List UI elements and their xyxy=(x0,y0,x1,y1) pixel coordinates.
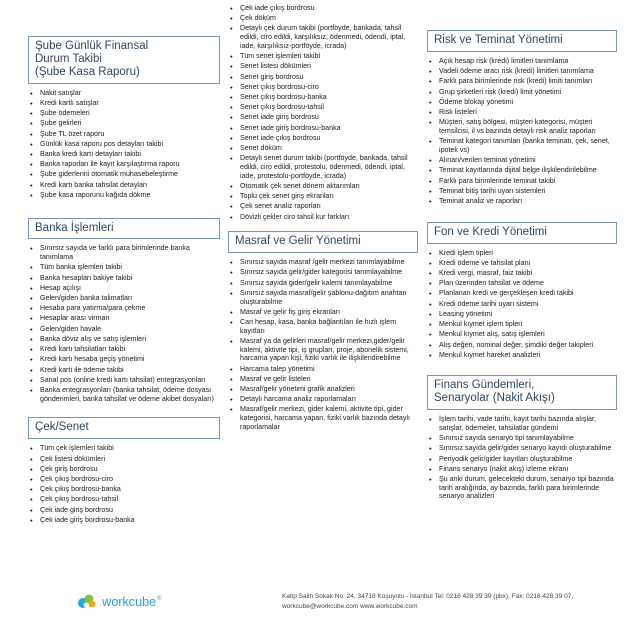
list-item: • Tüm banka işlemleri takibi xyxy=(28,263,220,272)
list-item: • Banka hesapları bakiye takibi xyxy=(28,274,220,283)
list-masraf-gelir xyxy=(228,258,418,431)
list-sube-finansal xyxy=(28,89,220,200)
list-item: • Kredi kartı banka tahsilat detayları xyxy=(28,181,220,190)
list-item: • Şube giderlerini otomatik muhasebeleştirme xyxy=(28,170,220,179)
list-item: • Şube ödemeleri xyxy=(28,109,220,118)
list-item: • Teminat kategori tanımları (banka teminatı, çek, senet, ipotek vs) xyxy=(427,137,617,154)
list-item: • Teminat kayıtlarında dijital belge ilişkilendirilebilme xyxy=(427,166,617,175)
list-item: • Çek çıkış bordrosu-banka xyxy=(28,485,220,494)
list-item: • Planlanan kredi ve gerçekleşen kredi takibi xyxy=(427,289,617,298)
footer-contact xyxy=(282,592,622,613)
list-item: • Sınırsız sayıda gider/gelir kalemi tanımlayabilme xyxy=(228,279,418,288)
footer-address: Katip Salih Sokak No: 24, 34718 Koşuyolu - İstanbul Tel: 0216 428 39 39 (pbx), Fax: 0216 428 39 07, xyxy=(282,593,574,600)
list-item: • Teminat bitiş tarihi uyarı sistemleri xyxy=(427,187,617,196)
list-item: • Masraf/gelir merkezi, gider kalemi, aktivite tipi, gider kategorisi, harcama yapan, fiziki varlık bazında detaylı raporlamalar xyxy=(228,405,418,431)
list-item: • Senet iade giriş bordrosu-banka xyxy=(228,124,418,133)
list-item: • Risk listeleri xyxy=(427,108,617,117)
list-item: • Senet listesi dökümleri xyxy=(228,62,418,71)
list-item: • Hesaba para yatırma/para çekme xyxy=(28,304,220,313)
list-item: • Çek giriş bordrosu xyxy=(28,465,220,474)
list-item: • Masraf ve gelir listeleri xyxy=(228,375,418,384)
list-item: • Çek iade giriş bordrosu-banka xyxy=(28,516,220,525)
list-item: • Otomatik çek senet dönem aktarımları xyxy=(228,182,418,191)
list-item: • Çek çıkış bordrosu-tahsil xyxy=(28,495,220,504)
list-item: • Plan üzerinden tahsilat ve ödeme xyxy=(427,279,617,288)
registered-mark: ® xyxy=(157,595,162,602)
list-item: • Grup şirketleri risk (kredi) limit yönetimi xyxy=(427,88,617,97)
column-middle xyxy=(228,0,418,433)
list-item: • Kredi ödeme ve tahsilat planı xyxy=(427,259,617,268)
section-title-masraf-gelir xyxy=(228,231,418,253)
list-risk-teminat xyxy=(427,57,617,206)
list-item: • Kredi kartı hesaba geçiş yönetimi xyxy=(28,355,220,364)
section-title-sube-finansal xyxy=(28,36,220,84)
list-item: • Sınırsız sayıda masraf/gelir şablonu-dağıtım anahtarı oluşturabilme xyxy=(228,289,418,306)
list-item: • Senet giriş bordrosu xyxy=(228,73,418,82)
list-item: • Senet iade giriş bordrosu xyxy=(228,113,418,122)
list-item: • Senet döküm xyxy=(228,144,418,153)
section-title-line: Durum Takibi xyxy=(35,52,102,65)
section-title-line: Senaryolar (Nakit Akışı) xyxy=(434,392,555,405)
list-item: • Sınırsız sayıda ve farklı para birimlerinde banka tanımlama xyxy=(28,244,220,261)
list-item: • Senet çıkış bordrosu-tahsil xyxy=(228,103,418,112)
section-title-line: Risk ve Teminat Yönetimi xyxy=(434,34,563,46)
section-title-line: Fon ve Kredi Yönetimi xyxy=(434,225,547,238)
list-item: • Ödeme blokajı yönetimi xyxy=(427,98,617,107)
list-item: • Alınan/verilen teminat yönetimi xyxy=(427,156,617,165)
list-item: • Menkul kıymet alış, satış işlemleri xyxy=(427,330,617,339)
list-item: • Tüm senet işlemleri takibi xyxy=(228,52,418,61)
list-item: • Banka raporları ile kayıt karşılaştırma raporu xyxy=(28,160,220,169)
list-item: • Vadeli ödeme aracı risk (kredi) limitleri tanımlama xyxy=(427,67,617,76)
section-title-line: Çek/Senet xyxy=(35,421,89,434)
list-item: • Alış değeri, nominal değer, şimdiki değer takipleri xyxy=(427,341,617,350)
list-item: • Açık hesap risk (kredi) limitleri tanımlama xyxy=(427,57,617,66)
list-item: • Hesap açılışı xyxy=(28,284,220,293)
list-item: • Kredi ödeme tarihi uyarı sistemi xyxy=(427,300,617,309)
list-item: • Cari hesap, kasa, banka bağlantıları ile hızlı işlem kayıtları xyxy=(228,318,418,335)
list-item: • Sınırsız sayıda senaryo tipi tanımlayabilme xyxy=(427,434,617,443)
list-finans-gundem xyxy=(427,415,617,501)
section-title-fon-kredi xyxy=(427,222,617,244)
list-item: • Sınırsız sayıda gelir/gider senaryo kayıdı oluşturabilme xyxy=(427,444,617,453)
list-item: • Detaylı senet durum takibi (portföyde, bankada, tahsil edildi, ciro edildi, protestolu, ödenmedi, ödendi, iptal, iade, protestolu-portföyde, icrada) xyxy=(228,154,418,180)
list-item: • Tüm çek işlemleri takibi xyxy=(28,444,220,453)
list-item: • Leasing yönetimi xyxy=(427,310,617,319)
list-item: • Günlük kasa raporu pos detayları takibi xyxy=(28,140,220,149)
list-item: • Farklı para birimlerinde risk (kredi) limiti tanımları xyxy=(427,77,617,86)
list-cek-senet xyxy=(28,444,220,524)
section-title-finans-gundem xyxy=(427,375,617,410)
section-title-line: Finans Gündemleri, xyxy=(434,379,535,392)
list-item: • Hesaplar arası virman xyxy=(28,314,220,323)
list-cek-senet-continued xyxy=(228,4,418,221)
list-item: • Çek iade giriş bordrosu xyxy=(28,506,220,515)
list-item: • Sanal pos (online kredi kartı tahsilat) entegrasyonları xyxy=(28,376,220,385)
list-item: • Şube gelirleri xyxy=(28,119,220,128)
list-item: • Farklı para birimlerinde teminat takibi xyxy=(427,177,617,186)
list-item: • Nakit satışlar xyxy=(28,89,220,98)
section-title-banka xyxy=(28,218,220,240)
list-item: • Çek döküm xyxy=(228,14,418,23)
list-item: • İşlem tarihi, vade tarihi, kayıt tarihi bazında alışlar, satışlar, ödemeler, tahsilatlar gündemi xyxy=(427,415,617,432)
list-item: • Menkul kıymet hareket analizleri xyxy=(427,351,617,360)
list-item: • Finans senaryo (nakit akış) izleme ekranı xyxy=(427,465,617,474)
list-item: • Kredi vergi, masraf, faiz takibi xyxy=(427,269,617,278)
list-item: • Müşteri, satış bölgesi, müşteri kategorisi, müşteri temsilcisi, il vs bazında detaylı risk analiz raporları xyxy=(427,118,617,135)
list-item: • Kredi kartı tahsilatları takibi xyxy=(28,345,220,354)
column-left xyxy=(28,0,220,526)
list-item: • Masraf ya da gelirleri masraf/gelir merkezi,gider/gelir kalemi, aktivite tipi, iş grupları, proje, abonelik sistemi, harcama yapan kişi, fiziki varlık ile ilişkilendirebilme xyxy=(228,337,418,363)
list-item: • Kredi işlem tipleri xyxy=(427,249,617,258)
list-item: • Masraf ve gelir fiş giriş ekranları xyxy=(228,308,418,317)
list-item: • Çek senet analiz raporları xyxy=(228,202,418,211)
section-title-line: Şube Günlük Finansal xyxy=(35,40,149,52)
section-title-risk-teminat xyxy=(427,30,617,52)
list-item: • Harcama talep yönetimi xyxy=(228,365,418,374)
list-banka xyxy=(28,244,220,403)
list-item: • Sınırsız sayıda masraf /gelir merkezi tanımlayabilme xyxy=(228,258,418,267)
list-item: • Şube kasa raporunu kağıda dökme xyxy=(28,191,220,200)
list-item: • Senet çıkış bordrosu-banka xyxy=(228,93,418,102)
footer-web-email: workcube@workcube.com www.workcube.com xyxy=(282,603,418,611)
list-item: • Sınırsız sayıda gelir/gider kategorisi tanımlayabilme xyxy=(228,268,418,277)
section-title-cek-senet xyxy=(28,417,220,439)
section-title-line: Masraf ve Gelir Yönetimi xyxy=(235,235,361,248)
list-item: • Kredi kartlı satışlar xyxy=(28,99,220,108)
list-fon-kredi xyxy=(427,249,617,360)
list-item: • Teminat analiz ve raporları xyxy=(427,197,617,206)
list-item: • Banka kredi kartı detayları takibi xyxy=(28,150,220,159)
list-item: • Çek listesi dökümleri xyxy=(28,455,220,464)
list-item: • Masraf/gelir yönetimi grafik analizleri xyxy=(228,385,418,394)
list-item: • Çek çıkış bordrosu-ciro xyxy=(28,475,220,484)
list-item: • Periyodik gelir/gider kayıtları oluşturabilme xyxy=(427,455,617,464)
section-title-line: Banka İşlemleri xyxy=(35,221,114,234)
list-item: • Şube TL özet raporu xyxy=(28,130,220,139)
list-item: • Gelen/giden banka talimatları xyxy=(28,294,220,303)
list-item: • Detaylı harcama analiz raporlamaları xyxy=(228,395,418,404)
list-item: • Dövizli çekler ciro tahsil kur farkları xyxy=(228,213,418,222)
list-item: • Menkul kıymet işlem tipleri xyxy=(427,320,617,329)
section-title-line: (Şube Kasa Raporu) xyxy=(35,65,140,78)
workcube-logo-icon xyxy=(76,593,100,610)
list-item: • Toplu çek senet giriş ekranları xyxy=(228,192,418,201)
list-item: • Banka entegrasyonları (banka tahsilat, ödeme dosyası gönderimleri, banka tahsilat ve ödeme akibet dosyaları) xyxy=(28,386,220,403)
list-item: • Senet iade çıkış bordrosu xyxy=(228,134,418,143)
list-item: • Kredi kartı ile ödeme takibi xyxy=(28,366,220,375)
list-item: • Detaylı çek durum takibi (portföyde, bankada, tahsil edildi, ciro edildi, karşılıksız, ödenmedi, ödendi, iptal, iade, karşılıksız-portföyde, icrada) xyxy=(228,24,418,50)
workcube-wordmark: workcube xyxy=(102,594,157,609)
column-right xyxy=(427,0,617,503)
list-item: • Gelen/giden havale xyxy=(28,325,220,334)
workcube-logo xyxy=(76,593,161,610)
list-item: • Çek iade çıkış bordrosu xyxy=(228,4,418,13)
list-item: • Senet çıkış bordrosu-ciro xyxy=(228,83,418,92)
list-item: • Banka döviz alış ve satış işlemleri xyxy=(28,335,220,344)
list-item: • Şu anki durum, gelecekteki durum, senaryo tipi bazında tarih aralığında, ay bazında, farklı para birimlerinde senaryo analizleri xyxy=(427,475,617,501)
